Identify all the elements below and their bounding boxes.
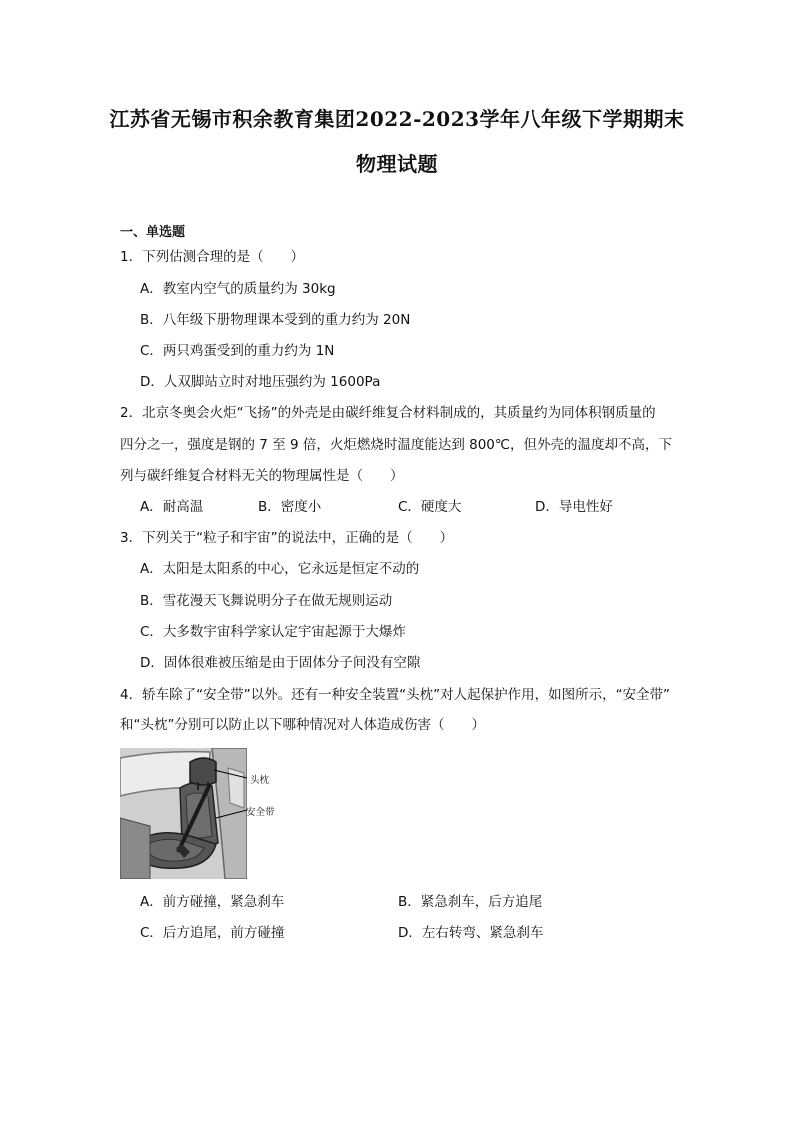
q2-option-a: A．耐高温 — [140, 499, 204, 515]
q3-stem: 3．下列关于“粒子和宇宙”的说法中，正确的是（ ） — [120, 530, 454, 546]
q2-option-c: C．硬度大 — [398, 499, 462, 515]
car-seat-figure — [120, 748, 247, 879]
q4-option-a: A．前方碰撞，紧急刹车 — [140, 894, 285, 910]
q1-option-c: C．两只鸡蛋受到的重力约为 1N — [140, 343, 335, 359]
car-seat-illustration — [120, 748, 247, 879]
q4-option-d: D．左右转弯、紧急刹车 — [398, 925, 544, 941]
q3-option-d: D．固体很难被压缩是由于固体分子间没有空隙 — [140, 655, 421, 671]
q2-stem-line-3: 列与碳纤维复合材料无关的物理属性是（ ） — [120, 468, 404, 484]
q1-option-a: A．教室内空气的质量约为 30kg — [140, 281, 336, 297]
q2-stem-line-1: 2．北京冬奥会火炬“飞扬”的外壳是由碳纤维复合材料制成的，其质量约为同体积钢质量的 — [120, 405, 656, 421]
q3-option-a: A．太阳是太阳系的中心，它永远是恒定不动的 — [140, 561, 420, 577]
q4-option-c: C．后方追尾，前方碰撞 — [140, 925, 285, 941]
exam-title-line-1: 江苏省无锡市积余教育集团2022-2023学年八年级下学期期末 — [109, 107, 685, 131]
exam-title-line-2: 物理试题 — [356, 152, 438, 176]
section-heading: 一、单选题 — [120, 225, 186, 240]
q4-option-b: B．紧急刹车，后方追尾 — [398, 894, 543, 910]
q1-option-d: D．人双脚站立时对地压强约为 1600Pa — [140, 374, 381, 390]
figure-label-headrest: 头枕 — [250, 775, 270, 786]
figure-label-seatbelt: 安全带 — [246, 807, 275, 818]
q3-option-c: C．大多数宇宙科学家认定宇宙起源于大爆炸 — [140, 624, 406, 640]
q3-option-b: B．雪花漫天飞舞说明分子在做无规则运动 — [140, 593, 393, 609]
q4-stem-line-2: 和“头枕”分别可以防止以下哪种情况对人体造成伤害（ ） — [120, 717, 485, 733]
q2-stem-line-2: 四分之一，强度是钢的 7 至 9 倍，火炬燃烧时温度能达到 800℃，但外壳的温度却不高，下 — [120, 437, 673, 453]
q2-option-b: B．密度小 — [258, 499, 322, 515]
q1-stem: 1．下列估测合理的是（ ） — [120, 249, 305, 265]
q2-option-d: D．导电性好 — [535, 499, 613, 515]
q1-option-b: B．八年级下册物理课本受到的重力约为 20N — [140, 312, 411, 328]
q4-stem-line-1: 4．轿车除了“安全带”以外。还有一种安全装置“头枕”对人起保护作用，如图所示，“安全带” — [120, 687, 671, 703]
